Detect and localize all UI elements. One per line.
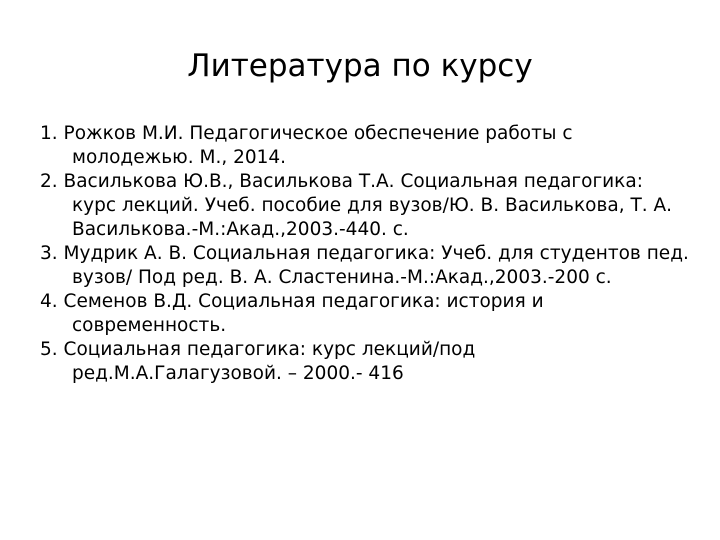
- reference-item-2: 2. Василькова Ю.В., Василькова Т.А. Социальная педагогика: курс лекций. Учеб. пособие для вузов/Ю. В. Василькова, Т. А. Василькова.-М.:Акад.,2003.-440. с.: [40, 171, 673, 240]
- reference-item-3: 3. Мудрик А. В. Социальная педагогика: Учеб. для студентов пед. вузов/ Под ред. В. А. Сластенина.-М.:Акад.,2003.-200 с.: [40, 243, 689, 288]
- slide-title: Литература по курсу: [187, 48, 533, 84]
- reference-item-1: 1. Рожков М.И. Педагогическое обеспечение работы с молодежью. М., 2014.: [40, 123, 573, 168]
- reference-item-5: 5. Социальная педагогика: курс лекций/под ред.М.А.Галагузовой. – 2000.- 416: [40, 339, 476, 384]
- reference-item-4: 4. Семенов В.Д. Социальная педагогика: история и современность.: [40, 291, 544, 336]
- reference-list: [40, 122, 690, 386]
